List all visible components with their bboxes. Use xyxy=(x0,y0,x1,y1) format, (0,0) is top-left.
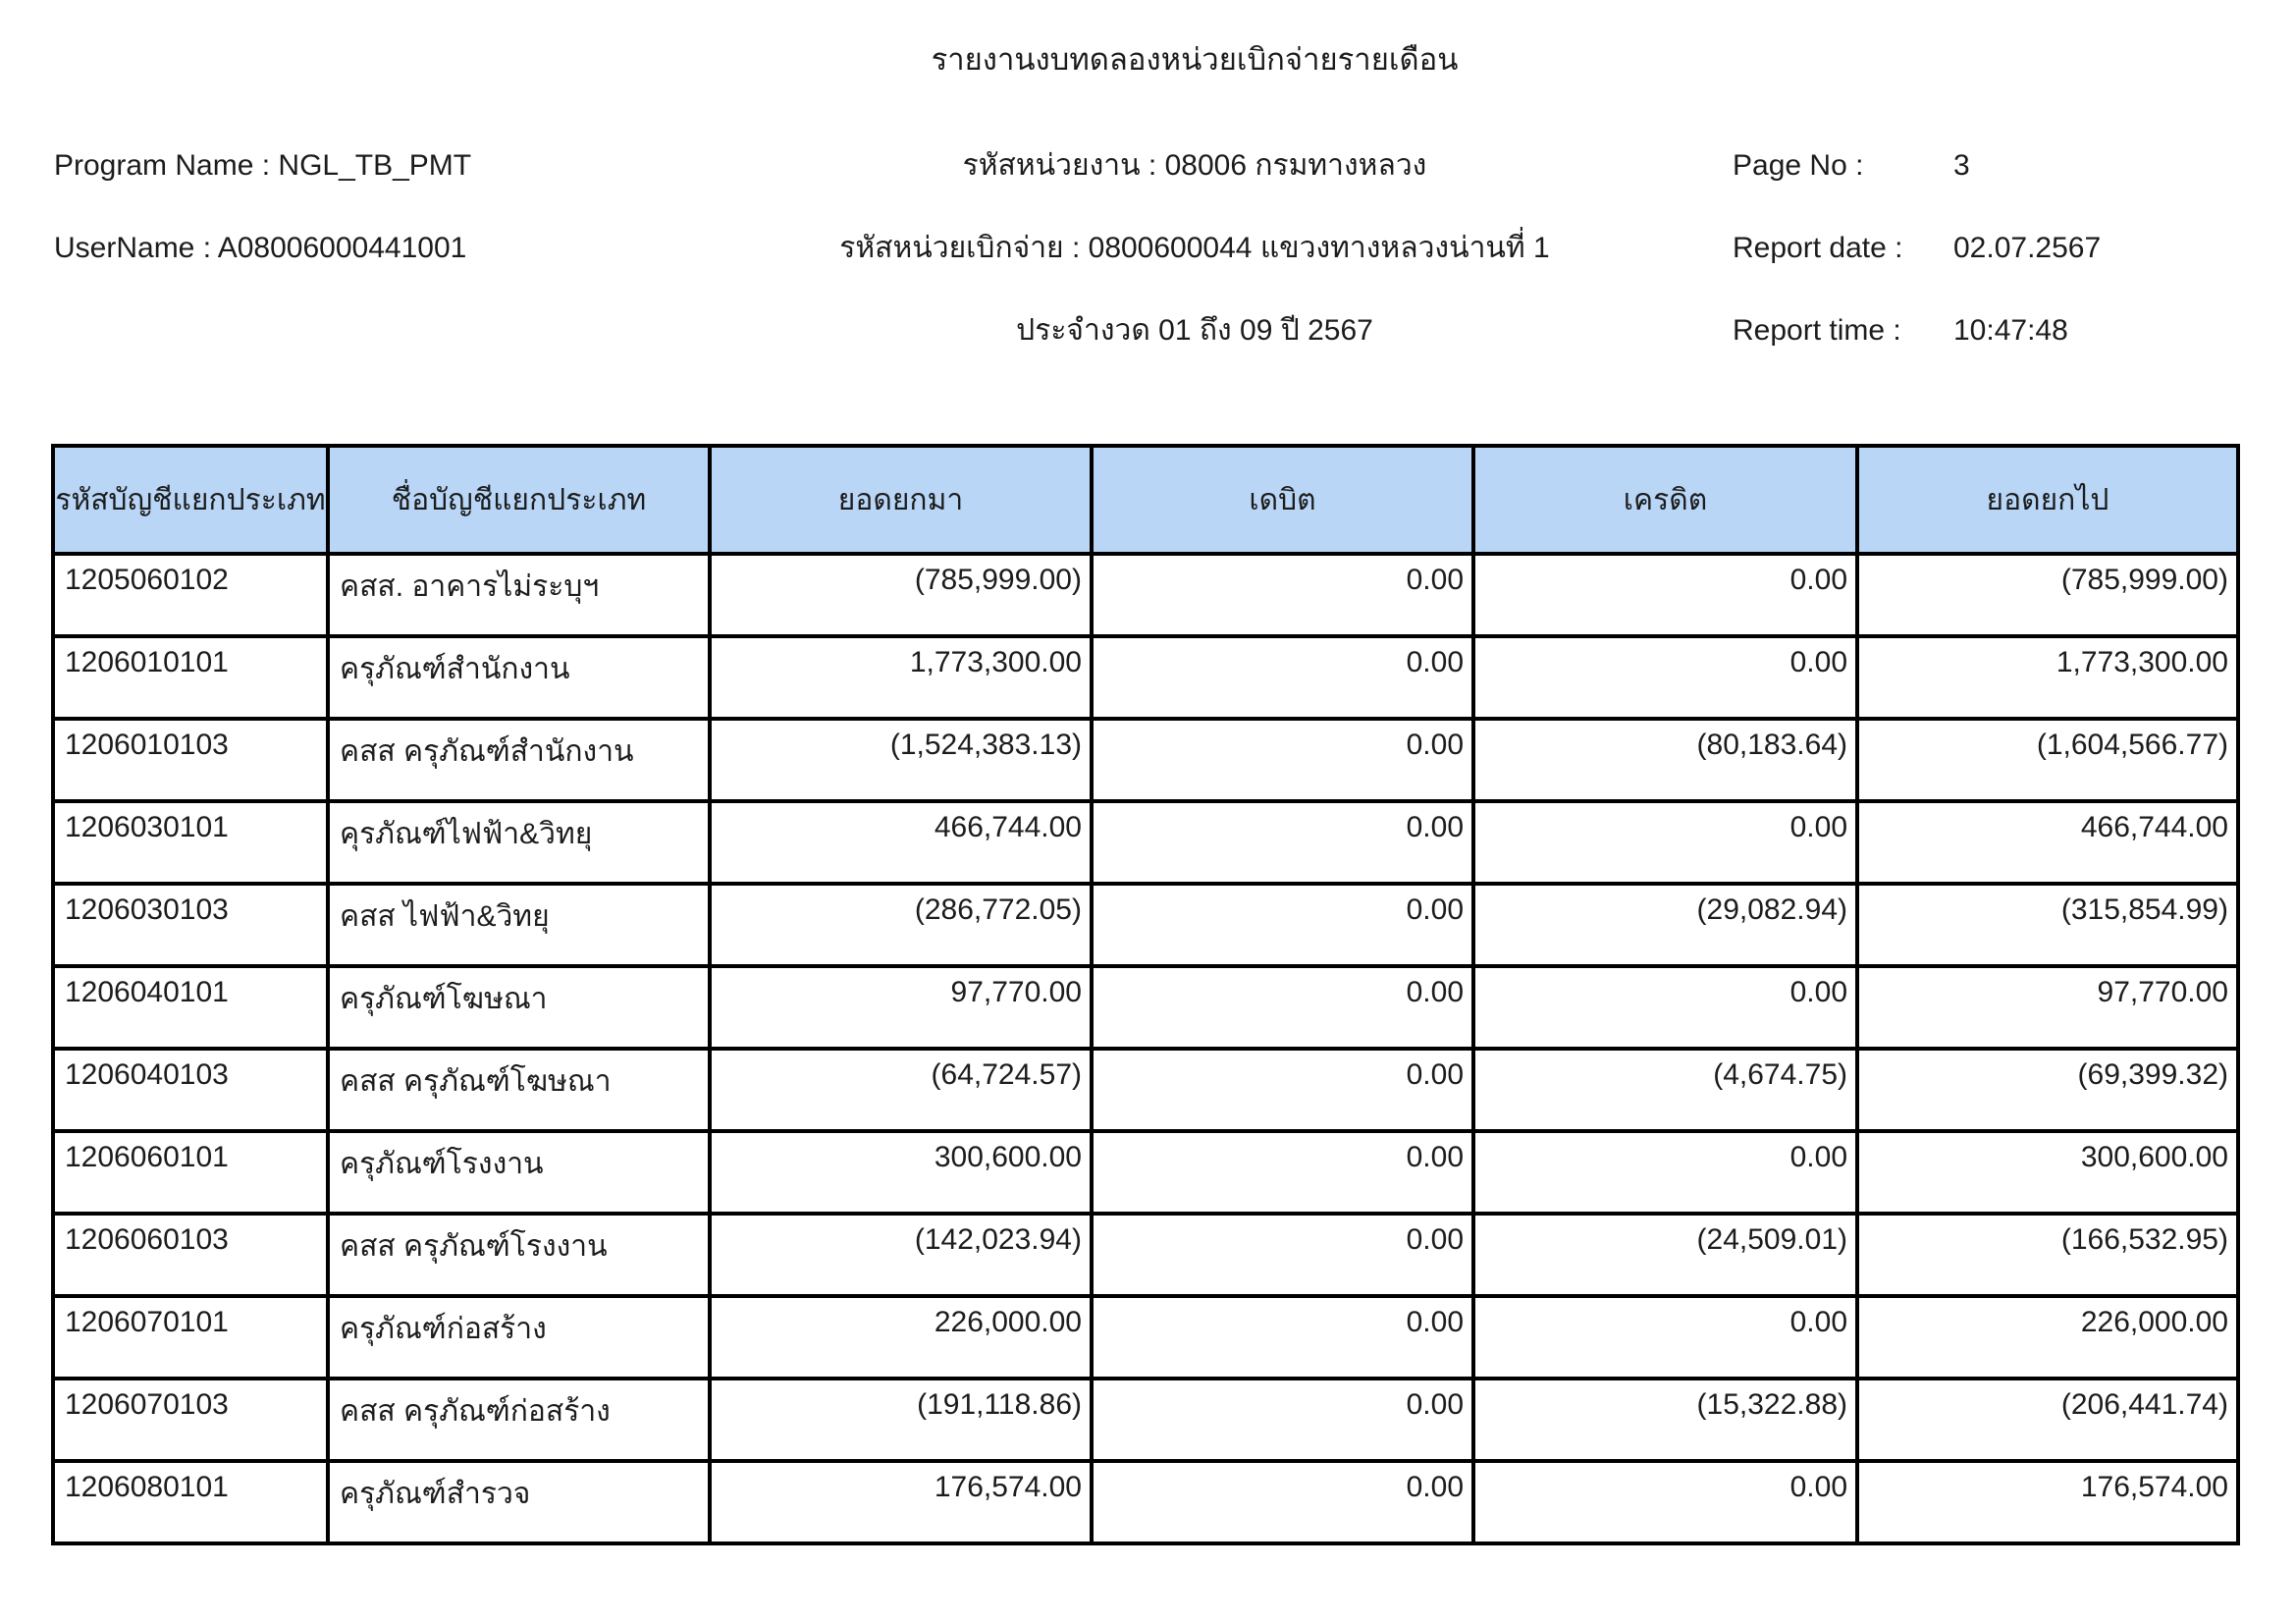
cell-name: คสส ครุภัณฑ์โฆษณา xyxy=(328,1049,710,1131)
table-row xyxy=(53,554,2238,636)
table-row xyxy=(53,884,2238,966)
cell-name: ครุภัณฑ์โรงงาน xyxy=(328,1131,710,1214)
cell-credit: (24,509.01) xyxy=(1473,1214,1857,1296)
cell-brought-forward: (1,524,383.13) xyxy=(710,719,1092,801)
cell-carried-forward: (1,604,566.77) xyxy=(1857,719,2238,801)
cell-carried-forward: (315,854.99) xyxy=(1857,884,2238,966)
cell-brought-forward: (785,999.00) xyxy=(710,554,1092,636)
cell-credit: 0.00 xyxy=(1473,554,1857,636)
cell-debit: 0.00 xyxy=(1092,1049,1473,1131)
cell-credit: 0.00 xyxy=(1473,1131,1857,1214)
page-no-label: Page No : xyxy=(1733,149,1864,182)
program-name-line: Program Name : NGL_TB_PMT xyxy=(54,149,472,182)
table-header-row xyxy=(53,446,2238,554)
cell-debit: 0.00 xyxy=(1092,719,1473,801)
column-header-account-code: รหัสบัญชีแยกประเภท xyxy=(53,446,328,554)
cell-code: 1206040103 xyxy=(53,1049,328,1131)
cell-debit: 0.00 xyxy=(1092,1379,1473,1461)
table-row xyxy=(53,1131,2238,1214)
trial-balance-table xyxy=(51,444,2240,1545)
table-row xyxy=(53,1296,2238,1379)
report-title: รายงานงบทดลองหน่วยเบิกจ่ายรายเดือน xyxy=(931,42,1459,77)
cell-code: 1206060103 xyxy=(53,1214,328,1296)
cell-code: 1206010101 xyxy=(53,636,328,719)
column-header-account-name: ชื่อบัญชีแยกประเภท xyxy=(328,446,710,554)
agency-code-line: รหัสหน่วยงาน : 08006 กรมทางหลวง xyxy=(962,149,1427,182)
report-date-label: Report date : xyxy=(1733,232,1903,264)
cell-debit: 0.00 xyxy=(1092,1296,1473,1379)
cell-credit: 0.00 xyxy=(1473,801,1857,884)
cell-carried-forward: 466,744.00 xyxy=(1857,801,2238,884)
cell-name: คสส. อาคารไม่ระบุฯ xyxy=(328,554,710,636)
table-row xyxy=(53,636,2238,719)
cell-code: 1206010103 xyxy=(53,719,328,801)
cell-name: ครุภัณฑ์สำนักงาน xyxy=(328,636,710,719)
cell-name: คสส ไฟฟ้า&วิทยุ xyxy=(328,884,710,966)
table-row xyxy=(53,1461,2238,1543)
cell-code: 1206080101 xyxy=(53,1461,328,1543)
cell-credit: 0.00 xyxy=(1473,636,1857,719)
cell-brought-forward: (191,118.86) xyxy=(710,1379,1092,1461)
cell-debit: 0.00 xyxy=(1092,1214,1473,1296)
cell-credit: 0.00 xyxy=(1473,1296,1857,1379)
table-row xyxy=(53,719,2238,801)
cell-debit: 0.00 xyxy=(1092,1131,1473,1214)
cell-debit: 0.00 xyxy=(1092,554,1473,636)
disbursement-code-line: รหัสหน่วยเบิกจ่าย : 0800600044 แขวงทางหลวงน่านที่ 1 xyxy=(839,232,1550,264)
cell-brought-forward: 226,000.00 xyxy=(710,1296,1092,1379)
column-header-carried-forward: ยอดยกไป xyxy=(1857,446,2238,554)
cell-carried-forward: (206,441.74) xyxy=(1857,1379,2238,1461)
cell-brought-forward: 97,770.00 xyxy=(710,966,1092,1049)
cell-code: 1206070103 xyxy=(53,1379,328,1461)
cell-code: 1206070101 xyxy=(53,1296,328,1379)
cell-carried-forward: 300,600.00 xyxy=(1857,1131,2238,1214)
cell-carried-forward: 226,000.00 xyxy=(1857,1296,2238,1379)
cell-credit: (29,082.94) xyxy=(1473,884,1857,966)
cell-brought-forward: 176,574.00 xyxy=(710,1461,1092,1543)
cell-brought-forward: (286,772.05) xyxy=(710,884,1092,966)
cell-carried-forward: (166,532.95) xyxy=(1857,1214,2238,1296)
cell-debit: 0.00 xyxy=(1092,636,1473,719)
cell-carried-forward: (69,399.32) xyxy=(1857,1049,2238,1131)
cell-brought-forward: 300,600.00 xyxy=(710,1131,1092,1214)
cell-name: ครุภัณฑ์โฆษณา xyxy=(328,966,710,1049)
table-row xyxy=(53,801,2238,884)
cell-name: คสส ครุภัณฑ์โรงงาน xyxy=(328,1214,710,1296)
cell-debit: 0.00 xyxy=(1092,801,1473,884)
table-body xyxy=(53,554,2238,1543)
cell-credit: (4,674.75) xyxy=(1473,1049,1857,1131)
cell-brought-forward: (142,023.94) xyxy=(710,1214,1092,1296)
username-line: UserName : A08006000441001 xyxy=(54,232,467,264)
report-time-value: 10:47:48 xyxy=(1953,314,2068,347)
report-date-value: 02.07.2567 xyxy=(1953,232,2102,264)
table-row xyxy=(53,1049,2238,1131)
table-row xyxy=(53,1379,2238,1461)
report-time-label: Report time : xyxy=(1733,314,1901,347)
cell-credit: (15,322.88) xyxy=(1473,1379,1857,1461)
cell-credit: 0.00 xyxy=(1473,966,1857,1049)
cell-code: 1205060102 xyxy=(53,554,328,636)
cell-debit: 0.00 xyxy=(1092,884,1473,966)
cell-name: ครุภัณฑ์สำรวจ xyxy=(328,1461,710,1543)
cell-credit: (80,183.64) xyxy=(1473,719,1857,801)
cell-name: คสส ครุภัณฑ์สำนักงาน xyxy=(328,719,710,801)
cell-brought-forward: (64,724.57) xyxy=(710,1049,1092,1131)
table-row xyxy=(53,966,2238,1049)
column-header-debit: เดบิต xyxy=(1092,446,1473,554)
cell-carried-forward: 97,770.00 xyxy=(1857,966,2238,1049)
cell-brought-forward: 466,744.00 xyxy=(710,801,1092,884)
cell-brought-forward: 1,773,300.00 xyxy=(710,636,1092,719)
column-header-brought-forward: ยอดยกมา xyxy=(710,446,1092,554)
cell-code: 1206040101 xyxy=(53,966,328,1049)
cell-carried-forward: (785,999.00) xyxy=(1857,554,2238,636)
page-no-value: 3 xyxy=(1953,149,1970,182)
cell-carried-forward: 176,574.00 xyxy=(1857,1461,2238,1543)
cell-code: 1206030103 xyxy=(53,884,328,966)
cell-name: คสส ครุภัณฑ์ก่อสร้าง xyxy=(328,1379,710,1461)
cell-credit: 0.00 xyxy=(1473,1461,1857,1543)
cell-debit: 0.00 xyxy=(1092,966,1473,1049)
cell-debit: 0.00 xyxy=(1092,1461,1473,1543)
period-line: ประจำงวด 01 ถึง 09 ปี 2567 xyxy=(1016,314,1373,347)
cell-code: 1206060101 xyxy=(53,1131,328,1214)
cell-name: ครุภัณฑ์ก่อสร้าง xyxy=(328,1296,710,1379)
cell-carried-forward: 1,773,300.00 xyxy=(1857,636,2238,719)
table-row xyxy=(53,1214,2238,1296)
cell-name: คุรภัณฑ์ไฟฟ้า&วิทยุ xyxy=(328,801,710,884)
cell-code: 1206030101 xyxy=(53,801,328,884)
column-header-credit: เครดิต xyxy=(1473,446,1857,554)
